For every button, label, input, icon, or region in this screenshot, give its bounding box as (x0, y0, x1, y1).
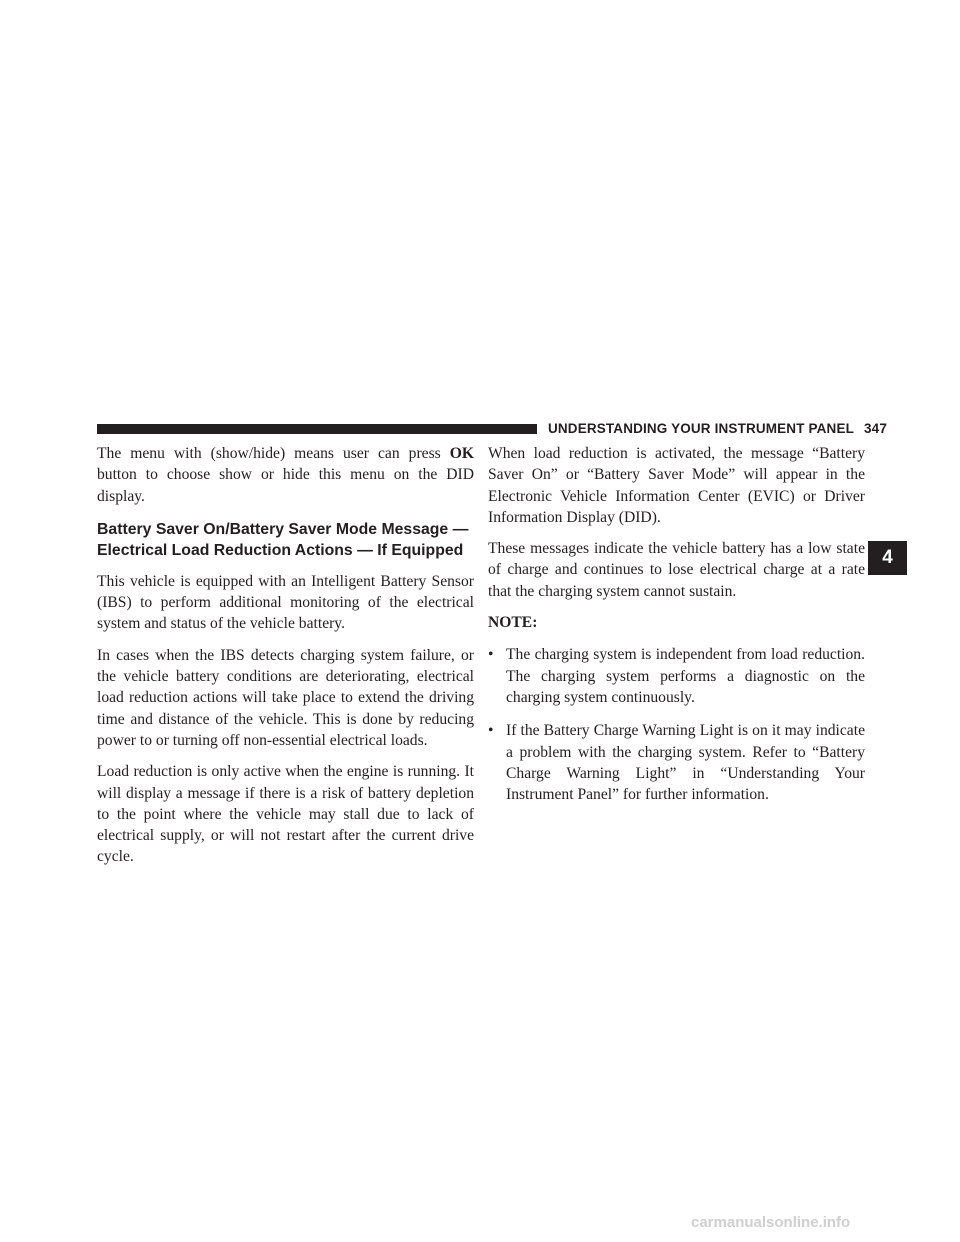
running-header (548, 419, 887, 439)
intro-text-end: button to choose show or hide this menu on the DID display. (97, 466, 474, 505)
load-reduction-paragraph: In cases when the IBS detects charging system failure, or the vehicle battery conditions are deteriorating, electrical load reduction actions will take place to extend the driving time and distance of the vehicle. This is done by reducing power to or turning off non-essential electrical loads. (97, 646, 474, 749)
note-item (488, 644, 865, 708)
note-item (488, 720, 865, 805)
section-heading-line-1: Battery Saver On/Battery Saver Mode Message — (97, 520, 469, 538)
section-title: UNDERSTANDING YOUR INSTRUMENT PANEL (548, 421, 855, 436)
activation-message-paragraph: When load reduction is activated, the message “Battery Saver On” or “Battery Saver Mode” will appear in the Electronic Vehicle Information Center (EVIC) or Driver Information Display (DID). (488, 445, 865, 526)
right-column (488, 443, 865, 817)
section-heading-line-2: Electrical Load Reduction Actions — If Equipped (97, 541, 464, 559)
intro-paragraph (97, 443, 474, 507)
left-column (97, 443, 474, 878)
watermark: carmanualsonline.info (691, 1214, 851, 1231)
low-charge-paragraph: These messages indicate the vehicle battery has a low state of charge and continues to lose electrical charge at a rate that the charging system cannot sustain. (488, 540, 865, 600)
note-list (488, 644, 865, 805)
section-heading (97, 519, 474, 561)
bullet-icon: • (488, 646, 494, 664)
note-item-text: The charging system is independent from load reduction. The charging system performs a diagnostic on the charging system continuously. (506, 646, 865, 706)
header-rule (97, 424, 537, 434)
active-when-running-paragraph: Load reduction is only active when the engine is running. It will display a message if there is a risk of battery depletion to the point where the vehicle may stall due to lack of electrical supply, or will not restart after the current drive cycle. (97, 763, 474, 866)
chapter-tab: 4 (868, 541, 907, 575)
page-number: 347 (864, 421, 887, 436)
note-label: NOTE: (488, 614, 538, 632)
intro-text-start: The menu with (show/hide) means user can press (97, 445, 450, 462)
note-item-text: If the Battery Charge Warning Light is on it may indicate a problem with the charging system. Refer to “Battery Charge Warning Light” in “Understanding Your Instrument Panel” for further information. (506, 722, 865, 804)
ok-button-label: OK (449, 445, 474, 462)
ibs-paragraph: This vehicle is equipped with an Intelligent Battery Sensor (IBS) to perform additional monitoring of the electrical system and status of the vehicle battery. (97, 572, 474, 633)
bullet-icon: • (488, 722, 494, 740)
